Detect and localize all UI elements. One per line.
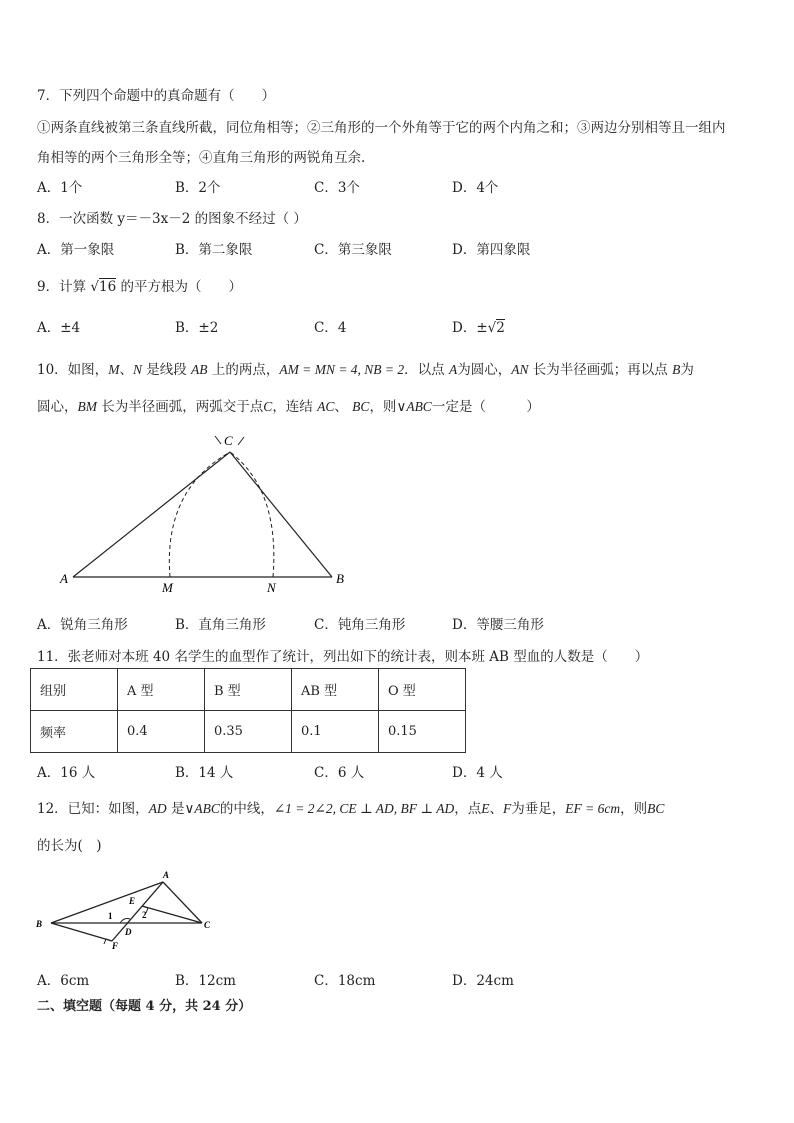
q10-text: 为 [680, 362, 694, 378]
q10-option-d: D．等腰三角形 [452, 617, 544, 633]
label-e: E [129, 896, 136, 906]
q10-text: 一定是（ ） [431, 399, 540, 415]
q10-math: N [132, 362, 142, 377]
q7-option-d: D．4个 [452, 180, 499, 196]
q9-radicand: 16 [99, 279, 117, 295]
label-angle-2: 2 [142, 910, 147, 920]
q12-text: ，则 [620, 801, 648, 817]
q7-option-a: A．1个 [37, 180, 83, 196]
segment-bc [230, 452, 332, 577]
table-cell: 0.1 [292, 711, 379, 753]
label-m: M [162, 580, 173, 595]
q10-math: B [672, 362, 681, 377]
q11-option-a: A．16 人 [37, 765, 96, 781]
q10-text: ．以点 [404, 362, 449, 378]
q10-text: 圆心， [37, 399, 78, 415]
q10-math: AM = MN = 4, NB = 2 [279, 362, 405, 377]
table-cell: B 型 [205, 669, 292, 711]
q9-option-d-radicand: 2 [496, 320, 505, 336]
q10-math: BM [77, 399, 97, 414]
q9-option-d [452, 316, 505, 336]
q11-option-d: D．4 人 [452, 765, 503, 781]
q7-body-line1: ①两条直线被第三条直线所截，同位角相等；②三角形的一个外角等于它的两个内角之和；③两边分别相等且一组内 [37, 120, 726, 136]
table-header-row [31, 669, 466, 711]
q9-stem-post: 的平方根为（ ） [120, 279, 242, 295]
arc-tick-left [215, 436, 221, 444]
q11-option-b: B．14 人 [175, 765, 234, 781]
q8-stem: 8．一次函数 y＝－3x－2 的图象不经过（ ） [37, 211, 307, 227]
q10-line1 [37, 358, 694, 378]
q10-text: ，连结 [272, 399, 318, 415]
table-cell: 0.15 [379, 711, 466, 753]
q12-line2: 的长为( ) [37, 838, 102, 854]
label-f: F [112, 941, 119, 951]
arc-from-a [169, 452, 230, 577]
table-cell: 频率 [31, 711, 118, 753]
q10-text: 长为半径画弧，两弧交于点 [97, 399, 264, 415]
q9-option-d-label: D．± [452, 320, 488, 336]
q12-line1 [37, 797, 664, 817]
segment-bf [51, 923, 112, 941]
q7-body-line2: 角相等的两个三角形全等；④直角三角形的两锐角互余. [37, 150, 366, 166]
q10-math: AC [317, 399, 335, 414]
label-c: C [224, 433, 233, 448]
sqrt-sign: √ [90, 279, 99, 295]
label-a: A [60, 571, 68, 586]
q12-figure [30, 866, 230, 951]
table-cell: A 型 [118, 669, 205, 711]
q9-option-c: C．4 [314, 320, 347, 336]
q12-math: ∨ABC [184, 801, 220, 816]
q10-figure [55, 430, 355, 600]
q7-option-b: B．2个 [175, 180, 221, 196]
q10-math: AN [511, 362, 529, 377]
q10-text: 是线段 [141, 362, 192, 378]
blood-type-table [30, 668, 466, 753]
q10-text: 上的两点， [207, 362, 280, 378]
q10-math: A [448, 362, 458, 377]
q8-option-b: B．第二象限 [175, 242, 253, 258]
label-c: C [204, 920, 211, 930]
q9-stem-pre: 9．计算 [37, 279, 87, 295]
label-n: N [267, 580, 276, 595]
q10-text: 为圆心， [457, 362, 512, 378]
q12-math: EF = 6cm [565, 801, 621, 816]
q8-option-a: A．第一象限 [37, 242, 115, 258]
q12-text: 是 [166, 801, 185, 817]
q10-math: AB [191, 362, 208, 377]
q12-math: ∠1 = 2∠2, CE ⊥ AD, BF ⊥ AD [273, 801, 455, 816]
q7-stem: 7．下列四个命题中的真命题有（ ） [37, 88, 276, 104]
q10-text: 长为半径画弧；再以点 [528, 362, 673, 378]
q12-text: ，点 [454, 801, 482, 817]
label-d: D [125, 927, 132, 937]
q12-math: F [503, 801, 512, 816]
table-row [31, 711, 466, 753]
arc-tick-right [238, 437, 244, 445]
q10-math: M [108, 362, 120, 377]
sqrt-sign: √ [487, 320, 497, 336]
q12-math: BC [647, 801, 665, 816]
q10-option-b: B．直角三角形 [175, 617, 266, 633]
q12-option-b: B．12cm [175, 973, 236, 989]
q10-text: 、 [334, 399, 353, 415]
q12-text: 为垂足， [511, 801, 566, 817]
table-cell: 0.35 [205, 711, 292, 753]
table-cell: 0.4 [118, 711, 205, 753]
q12-text: 的中线， [219, 801, 274, 817]
q10-text: ，则 [369, 399, 397, 415]
q12-option-a: A．6cm [37, 973, 90, 989]
q12-text: 、 [489, 801, 503, 817]
q9-option-b: B．±2 [175, 320, 219, 336]
q8-option-d: D．第四象限 [452, 242, 531, 258]
q12-math: E [481, 801, 490, 816]
segment-ac [73, 452, 230, 577]
q10-option-a: A．锐角三角形 [37, 617, 128, 633]
q10-line2 [37, 395, 540, 415]
section-title: 二、填空题（每题 4 分，共 24 分） [37, 999, 252, 1014]
q10-math: ∨ABC [396, 399, 432, 414]
table-cell: AB 型 [292, 669, 379, 711]
arc-from-b [230, 452, 274, 577]
table-cell: 组别 [31, 669, 118, 711]
right-angle-f [104, 939, 112, 944]
q12-option-d: D．24cm [452, 973, 514, 989]
q12-math: AD [148, 801, 167, 816]
q9-option-a: A．±4 [37, 320, 81, 336]
q9-stem [37, 275, 242, 295]
label-b: B [336, 571, 344, 586]
table-cell: O 型 [379, 669, 466, 711]
q10-math: BC [352, 399, 370, 414]
q10-text: 10．如图， [37, 362, 109, 378]
label-b: B [36, 919, 43, 929]
label-angle-1: 1 [108, 911, 113, 921]
q11-option-c: C．6 人 [314, 765, 365, 781]
q10-text: 、 [119, 362, 133, 378]
segment-ce [142, 906, 202, 923]
q12-option-c: C．18cm [314, 973, 376, 989]
q11-stem: 11．张老师对本班 40 名学生的血型作了统计，列出如下的统计表，则本班 AB 型血的人数是（ ） [37, 649, 649, 665]
label-a: A [163, 870, 170, 880]
q8-option-c: C．第三象限 [314, 242, 392, 258]
q10-option-c: C．钝角三角形 [314, 617, 406, 633]
q7-option-c: C．3个 [314, 180, 360, 196]
q12-text: 12．已知：如图， [37, 801, 149, 817]
q10-math: C [263, 399, 273, 414]
